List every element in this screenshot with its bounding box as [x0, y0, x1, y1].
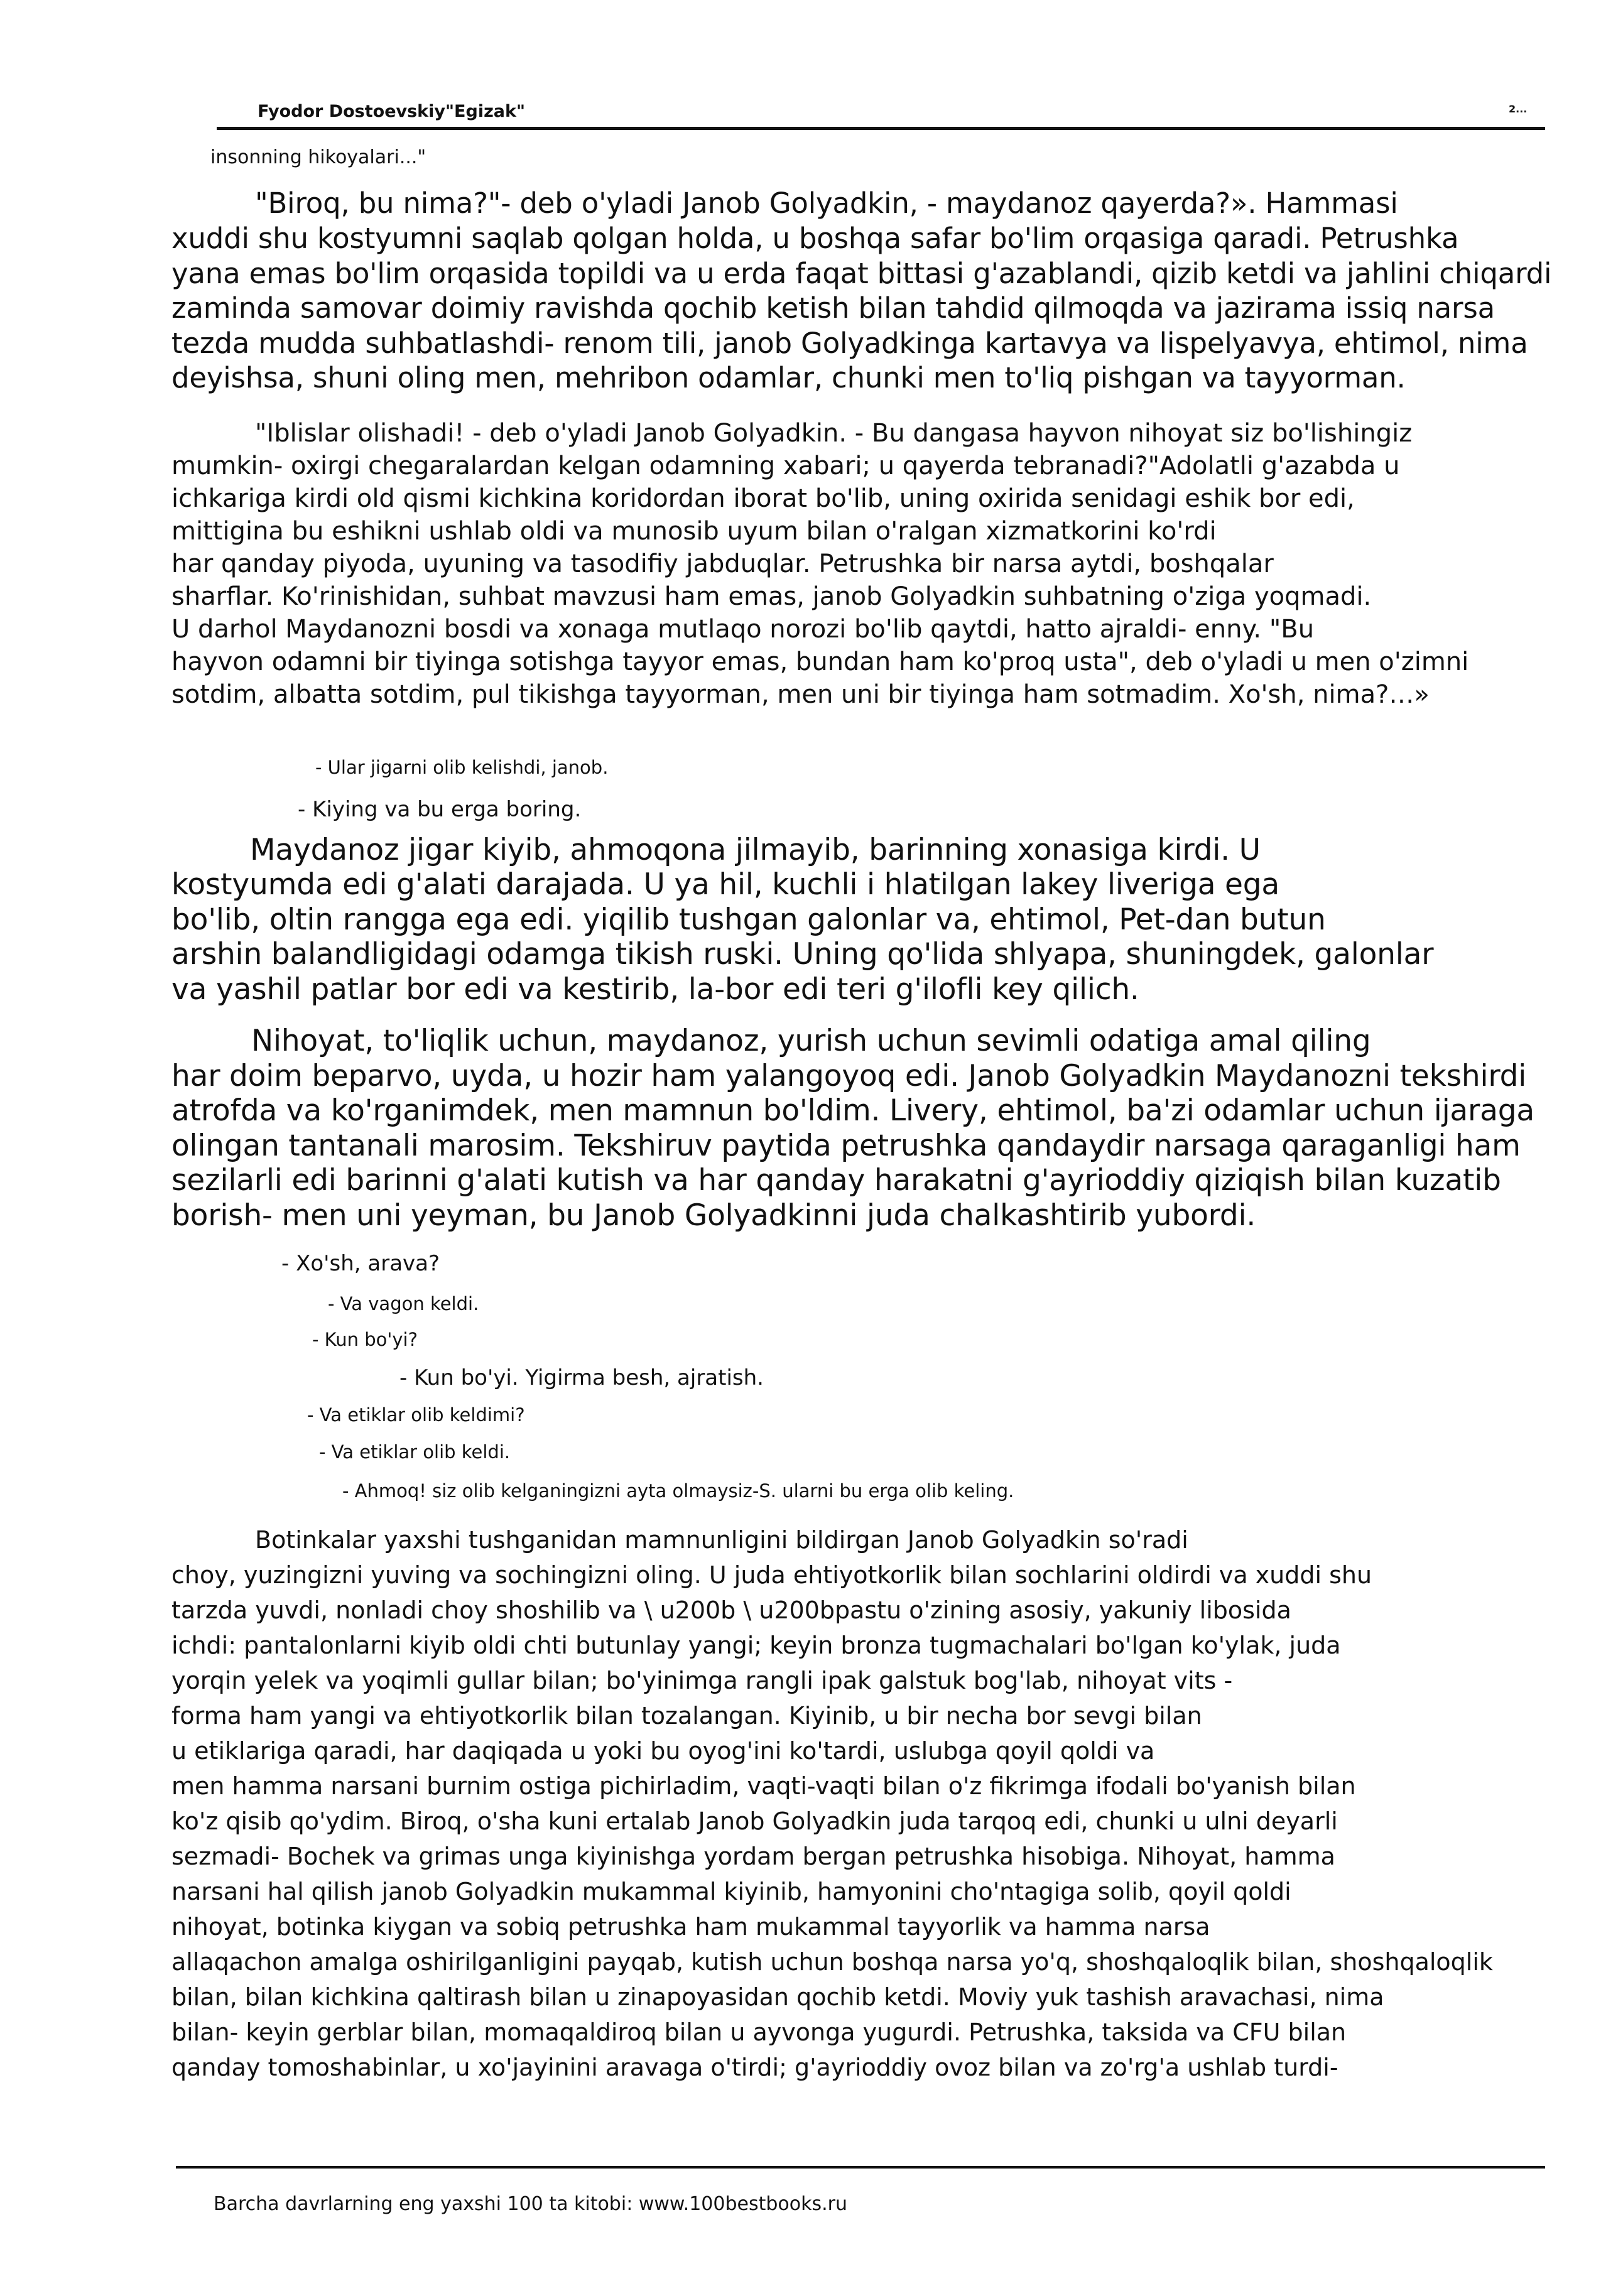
dialog-line: - Va vagon keldi.: [328, 1293, 479, 1314]
para2-line: hayvon odamni bir tiyinga sotishga tayyor emas, bundan ham ko'proq usta", deb o'yladi u men o'zimni: [171, 647, 1469, 676]
dialog-line: - Kun bo'yi?: [312, 1329, 418, 1350]
para2-line: U darhol Maydanozni bosdi va xonaga mutlaqo norozi bo'lib qaytdi, hatto ajraldi- enny. "Bu: [171, 615, 1315, 644]
para2-line: "Iblislar olishadi! - deb o'yladi Janob Golyadkin. - Bu dangasa hayvon nihoyat siz bo'lishingiz: [255, 419, 1413, 448]
para5-line: forma ham yangi va ehtiyotkorlik bilan tozalangan. Kiyinib, u bir necha bor sevgi bilan: [171, 1702, 1202, 1730]
para5-line: qanday tomoshabinlar, u xo'jayinini aravaga o'tirdi; g'ayrioddiy ovoz bilan va zo'rg'a ushlab turdi-: [171, 2054, 1338, 2081]
para4-line: atrofda va ko'rganimdek, men mamnun bo'ldim. Livery, ehtimol, ba'zi odamlar uchun ijaraga: [171, 1093, 1534, 1128]
para3-line: Maydanoz jigar kiyib, ahmoqona jilmayib, barinning xonasiga kirdi. U: [250, 833, 1261, 867]
para3-line: va yashil patlar bor edi va kestirib, la-bor edi teri g'ilofli key qilich.: [171, 972, 1139, 1007]
para5-line: sezmadi- Bochek va grimas unga kiyinishga yordam bergan petrushka hisobiga. Nihoyat, hamma: [171, 1843, 1335, 1870]
dialog-line: - Kun bo'yi. Yigirma besh, ajratish.: [399, 1365, 764, 1390]
para5-line: u etiklariga qaradi, har daqiqada u yoki bu oyog'ini ko'tardi, uslubga qoyil qoldi va: [171, 1737, 1155, 1765]
para1-line: xuddi shu kostyumni saqlab qolgan holda, u boshqa safar bo'lim orqasiga qaradi. Petrushka: [171, 222, 1459, 255]
para2-line: sotdim, albatta sotdim, pul tikishga tayyorman, men uni bir tiyinga ham sotmadim. Xo'sh, nima?…»: [171, 680, 1430, 709]
para5-line: bilan, bilan kichkina qaltirash bilan u zinapoyasidan qochib ketdi. Moviy yuk tashish aravachasi, nima: [171, 1983, 1384, 2011]
para5-line: men hamma narsani burnim ostiga pichirladim, vaqti-vaqti bilan o'z fikrimga ifodali bo'yanish bilan: [171, 1772, 1356, 1800]
para4-line: har doim beparvo, uyda, u hozir ham yalangoyoq edi. Janob Golyadkin Maydanozni tekshirdi: [171, 1059, 1527, 1093]
para5-line: tarzda yuvdi, nonladi choy shoshilib va \ u200b \ u200bpastu o'zining asosiy, yakuniy libosida: [171, 1596, 1291, 1624]
page-number: 2...: [1509, 103, 1528, 115]
dialog-line: - Kiying va bu erga boring.: [298, 797, 582, 822]
para5-line: yorqin yelek va yoqimli gullar bilan; bo'yinimga rangli ipak galstuk bog'lab, nihoyat vits -: [171, 1667, 1233, 1694]
para2-line: mumkin- oxirgi chegaralardan kelgan odamning xabari; u qayerda tebranadi?"Adolatli g'azabda u: [171, 452, 1400, 480]
para1-line: zaminda samovar doimiy ravishda qochib ketish bilan tahdid qilmoqda va jazirama issiq narsa: [171, 291, 1495, 325]
para4-line: sezilarli edi barinni g'alati kutish va har qanday harakatni g'ayrioddiy qiziqish bilan kuzatib: [171, 1163, 1501, 1198]
para5-line: bilan- keyin gerblar bilan, momaqaldiroq bilan u ayvonga yugurdi. Petrushka, taksida va CFU bilan: [171, 2018, 1347, 2046]
lead-line: insonning hikoyalari...": [210, 146, 426, 168]
header-rule: [217, 127, 1545, 130]
footer-text: Barcha davrlarning eng yaxshi 100 ta kitobi: www.100bestbooks.ru: [214, 2193, 848, 2215]
dialog-line: - Va etiklar olib keldi.: [319, 1441, 511, 1463]
para5-line: allaqachon amalga oshirilganligini payqab, kutish uchun boshqa narsa yo'q, shoshqaloqlik bilan, shoshqaloqlik: [171, 1948, 1493, 1976]
para3-line: arshin balandligidagi odamga tikish ruski. Uning qo'lida shlyapa, shuningdek, galonlar: [171, 937, 1434, 972]
para1-line: "Biroq, bu nima?"- deb o'yladi Janob Golyadkin, - maydanoz qayerda?». Hammasi: [255, 187, 1398, 220]
para2-line: mittigina bu eshikni ushlab oldi va munosib uyum bilan o'ralgan xizmatkorini ko'rdi: [171, 517, 1217, 546]
footer-rule: [176, 2166, 1545, 2169]
para3-line: bo'lib, oltin rangga ega edi. yiqilib tushgan galonlar va, ehtimol, Pet-dan butun: [171, 902, 1326, 937]
para1-line: yana emas bo'lim orqasida topildi va u erda faqat bittasi g'azablandi, qizib ketdi va jahlini chiqardi: [171, 257, 1552, 290]
para5-line: choy, yuzingizni yuving va sochingizni oling. U juda ehtiyotkorlik bilan sochlarini oldirdi va xuddi shu: [171, 1561, 1372, 1589]
para3-line: kostyumda edi g'alati darajada. U ya hil, kuchli i hlatilgan lakey liveriga ega: [171, 867, 1280, 902]
dialog-line: - Xo'sh, arava?: [281, 1251, 440, 1276]
para4-line: borish- men uni yeyman, bu Janob Golyadkinni juda chalkashtirib yubordi.: [171, 1198, 1256, 1233]
para4-line: Nihoyat, to'liqlik uchun, maydanoz, yurish uchun sevimli odatiga amal qiling: [251, 1024, 1371, 1058]
para5-line: ichdi: pantalonlarni kiyib oldi chti butunlay yangi; keyin bronza tugmachalari bo'lgan ko'ylak, juda: [171, 1632, 1341, 1659]
para5-line: nihoyat, botinka kiygan va sobiq petrushka ham mukammal tayyorlik va hamma narsa: [171, 1913, 1210, 1941]
running-header-title: Fyodor Dostoevskiy"Egizak": [258, 102, 526, 121]
para5-line: narsani hal qilish janob Golyadkin mukammal kiyinib, hamyonini cho'ntagiga solib, qoyil qoldi: [171, 1878, 1291, 1905]
dialog-line: - Va etiklar olib keldimi?: [307, 1404, 525, 1426]
para1-line: deyishsa, shuni oling men, mehribon odamlar, chunki men to'liq pishgan va tayyorman.: [171, 361, 1406, 394]
para4-line: olingan tantanali marosim. Tekshiruv paytida petrushka qandaydir narsaga qaraganligi ham: [171, 1129, 1521, 1163]
para2-line: sharflar. Ko'rinishidan, suhbat mavzusi ham emas, janob Golyadkin suhbatning o'ziga yoqmadi.: [171, 582, 1372, 611]
para2-line: ichkariga kirdi old qismi kichkina koridordan iborat bo'lib, uning oxirida senidagi eshik bor edi,: [171, 484, 1355, 513]
para5-line: ko'z qisib qo'ydim. Biroq, o'sha kuni ertalab Janob Golyadkin juda tarqoq edi, chunki u ulni deyarli: [171, 1807, 1338, 1835]
para1-line: tezda mudda suhbatlashdi- renom tili, janob Golyadkinga kartavya va lispelyavya, ehtimol, nima: [171, 327, 1528, 360]
para2-line: har qanday piyoda, uyuning va tasodifiy jabduqlar. Petrushka bir narsa aytdi, boshqalar: [171, 550, 1274, 578]
dialog-line: - Ahmoq! siz olib kelganingizni ayta olmaysiz-S. ularni bu erga olib keling.: [342, 1480, 1014, 1502]
dialog-line: - Ular jigarni olib kelishdi, janob.: [315, 757, 609, 778]
para5-line: Botinkalar yaxshi tushganidan mamnunligini bildirgan Janob Golyadkin so'radi: [255, 1526, 1188, 1554]
